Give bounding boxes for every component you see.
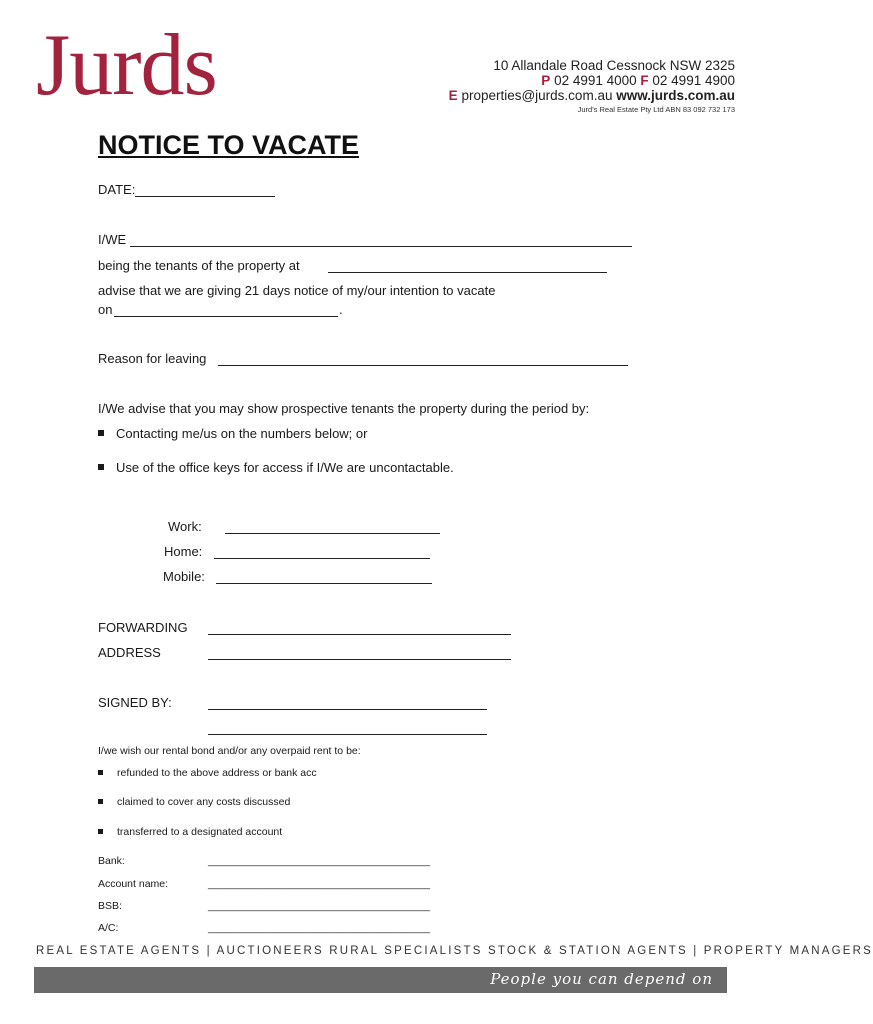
show-property-text: I/We advise that you may show prospective tenants the property during the period by: (98, 401, 590, 416)
address-label: ADDRESS (98, 645, 161, 660)
bullet-icon (98, 464, 104, 470)
bsb-field[interactable]: ______________________________________ (208, 900, 430, 912)
signed-by-label: SIGNED BY: (98, 695, 172, 710)
work-phone-field[interactable] (225, 533, 440, 534)
home-phone-field[interactable] (214, 558, 430, 559)
vacate-date-field[interactable] (114, 316, 338, 317)
advise-text: advise that we are giving 21 days notice of my/our intention to vacate (98, 283, 496, 298)
footer-slogan: People you can depend on (490, 970, 713, 988)
reason-label: Reason for leaving (98, 351, 207, 366)
page-title: NOTICE TO VACATE (98, 130, 360, 160)
footer-bar (34, 967, 727, 993)
email-label: E (448, 88, 458, 103)
forwarding-label: FORWARDING (98, 620, 188, 635)
bond-option-text: refunded to the above address or bank acc (117, 767, 317, 779)
fax-number: 02 4991 4900 (648, 73, 735, 88)
ac-label: A/C: (98, 922, 119, 934)
bullet-icon (98, 799, 103, 804)
bullet-icon (98, 770, 103, 775)
iwe-label: I/WE (98, 232, 127, 247)
signature-field-2[interactable] (208, 734, 487, 735)
bank-field[interactable]: ______________________________________ (208, 855, 430, 867)
bullet-icon (98, 430, 104, 436)
ac-field[interactable]: ______________________________________ (208, 922, 430, 934)
website-link[interactable]: www.jurds.com.au (616, 88, 735, 103)
bullet-icon (98, 829, 103, 834)
bank-label: Bank: (98, 855, 125, 867)
work-label: Work: (168, 519, 202, 534)
contact-block (449, 58, 735, 117)
home-label: Home: (164, 544, 203, 559)
email-web-line (449, 88, 735, 103)
email-address[interactable]: properties@jurds.com.au (457, 88, 617, 103)
list-item (98, 426, 367, 442)
reason-field[interactable] (218, 365, 628, 366)
list-item (98, 795, 290, 809)
phone-fax-line (449, 73, 735, 88)
footer-tagline: REAL ESTATE AGENTS | AUCTIONEERS RURAL SPECIALISTS STOCK & STATION AGENTS | PROPERTY MANAGERS (36, 945, 873, 957)
bond-option-text: transferred to a designated account (117, 826, 283, 838)
signature-field-1[interactable] (208, 709, 487, 710)
mobile-label: Mobile: (163, 569, 205, 584)
list-item (98, 766, 317, 780)
mobile-phone-field[interactable] (216, 583, 432, 584)
property-address-field[interactable] (328, 272, 607, 273)
date-field[interactable] (135, 196, 275, 197)
company-logo: Jurds (36, 17, 217, 114)
account-name-label: Account name: (98, 878, 169, 890)
on-end-period: . (339, 302, 343, 317)
phone-label: P (541, 73, 551, 88)
account-name-field[interactable]: ______________________________________ (208, 878, 430, 890)
company-address: 10 Allandale Road Cessnock NSW 2325 (493, 58, 735, 73)
tenant-names-field[interactable] (130, 246, 632, 247)
list-item (98, 825, 282, 839)
list-item (98, 460, 454, 476)
forwarding-address-field-2[interactable] (208, 659, 511, 660)
bond-option-text: claimed to cover any costs discussed (117, 796, 291, 808)
abn-text: Jurd's Real Estate Pty Ltd ABN 83 092 732 173 (577, 105, 735, 114)
fax-label: F (640, 73, 649, 88)
phone-number: 02 4991 4000 (550, 73, 641, 88)
forwarding-address-field-1[interactable] (208, 634, 511, 635)
bullet-text: Contacting me/us on the numbers below; or (116, 426, 368, 441)
bsb-label: BSB: (98, 900, 122, 912)
date-label: DATE: (98, 182, 136, 197)
bullet-text: Use of the office keys for access if I/We are uncontactable. (116, 460, 454, 475)
bond-text: I/we wish our rental bond and/or any overpaid rent to be: (98, 745, 361, 757)
tenants-label: being the tenants of the property at (98, 258, 300, 273)
on-label: on (98, 302, 113, 317)
